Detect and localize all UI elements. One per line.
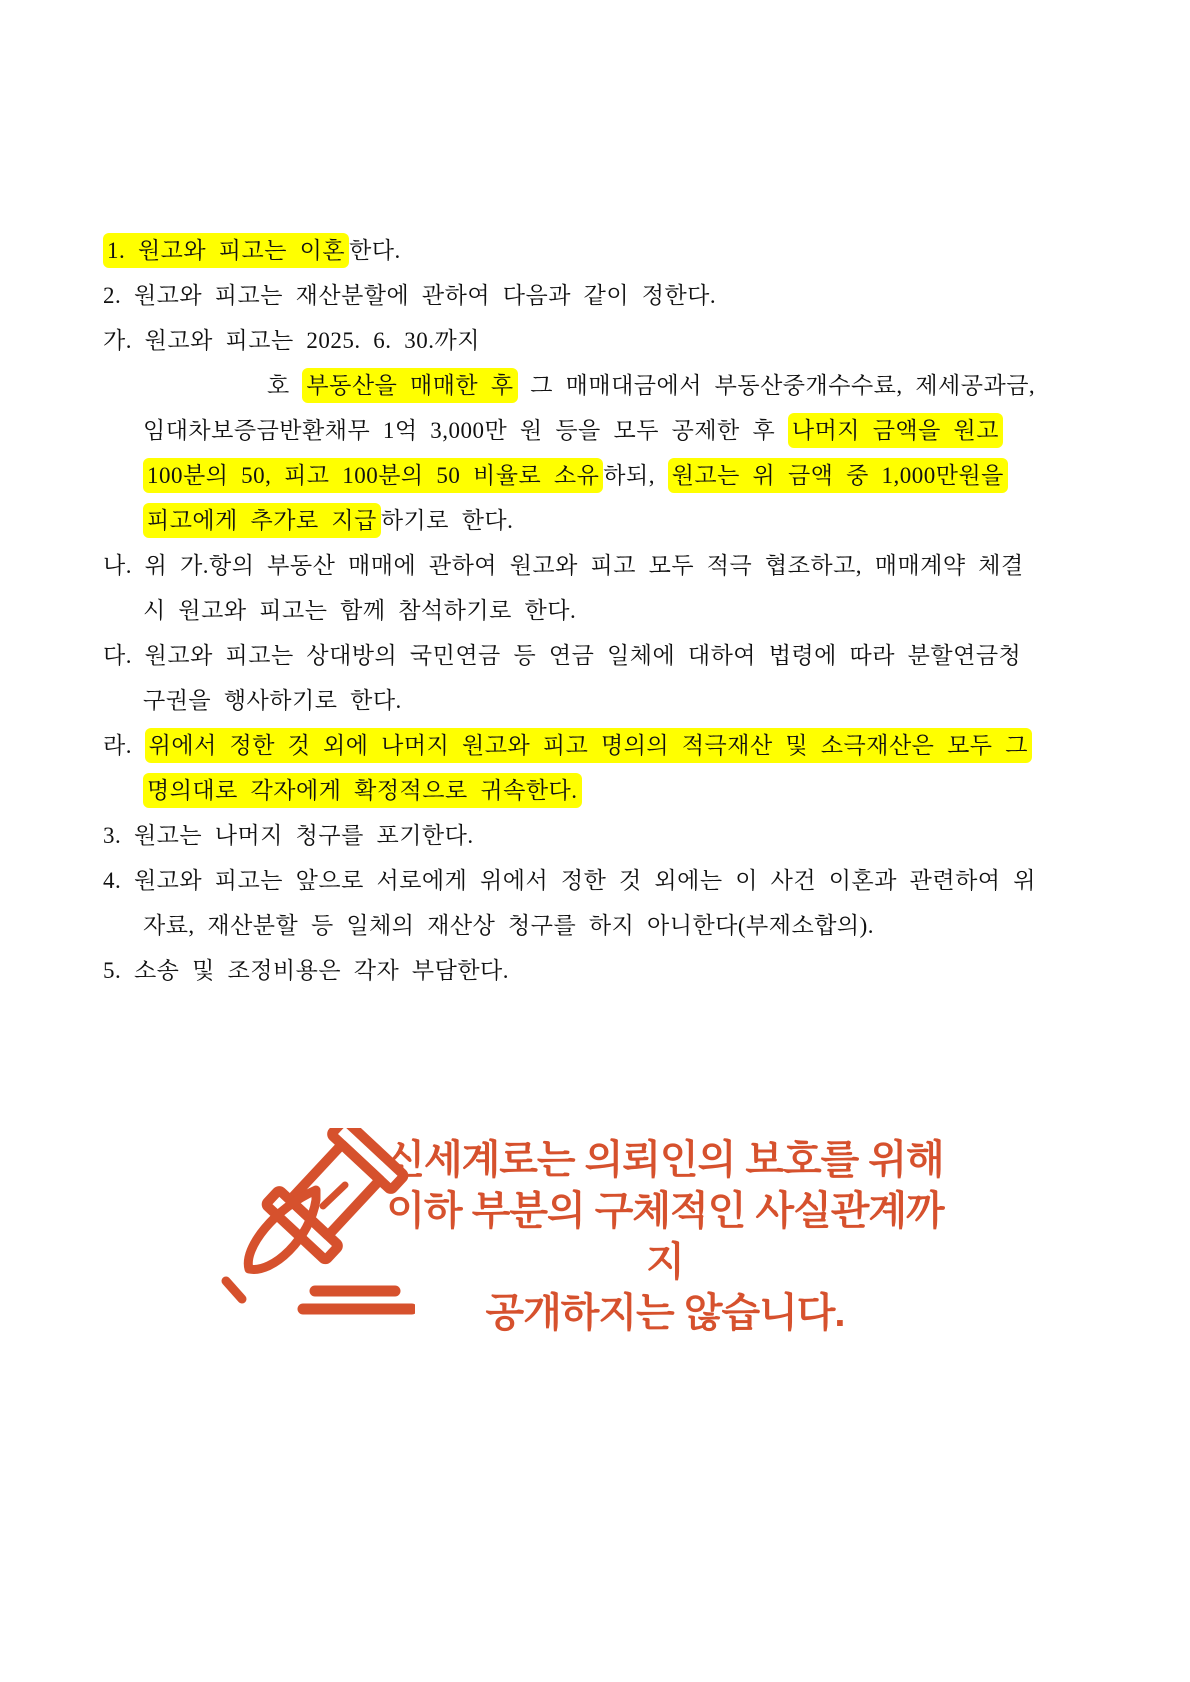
settlement-document-body bbox=[103, 228, 1113, 993]
document-line bbox=[143, 453, 1113, 498]
document-line bbox=[143, 678, 1113, 723]
highlighted-text: 나머지 금액을 원고 bbox=[788, 413, 1003, 448]
disclosure-notice-line: 공개하지는 않습니다. bbox=[485, 1291, 845, 1335]
disclosure-notice-line: 신세계로는 의뢰인의 보호를 위해 bbox=[386, 1138, 944, 1182]
highlighted-text: 부동산을 매매한 후 bbox=[302, 368, 517, 403]
text-segment: 자료, 재산분할 등 일체의 재산상 청구를 하지 아니한다(부제소합의). bbox=[143, 913, 875, 938]
document-line bbox=[103, 633, 1113, 678]
text-segment: 임대차보증금반환채무 1억 3,000만 원 등을 모두 공제한 후 bbox=[143, 418, 788, 443]
text-segment: 호 bbox=[267, 373, 303, 398]
text-segment: 4. 원고와 피고는 앞으로 서로에게 위에서 정한 것 외에는 이 사건 이혼과 관련하여 위 bbox=[103, 868, 1036, 893]
disclosure-notice bbox=[375, 1135, 955, 1339]
document-line bbox=[267, 363, 1113, 408]
text-segment: 나. 위 가.항의 부동산 매매에 관하여 원고와 피고 모두 적극 협조하고, 매매계약 체결 bbox=[103, 553, 1024, 578]
text-segment: 구권을 행사하기로 한다. bbox=[143, 688, 402, 713]
highlighted-text: 1. 원고와 피고는 이혼 bbox=[103, 233, 349, 268]
disclosure-notice-line: 이하 부분의 구체적인 사실관계까지 bbox=[386, 1189, 944, 1284]
text-segment: 라. bbox=[103, 733, 145, 758]
document-line bbox=[103, 723, 1113, 768]
document-line bbox=[143, 903, 1113, 948]
document-line bbox=[103, 858, 1113, 903]
highlighted-text: 위에서 정한 것 외에 나머지 원고와 피고 명의의 적극재산 및 소극재산은 모두 그 bbox=[145, 728, 1032, 763]
text-segment: 다. 원고와 피고는 상대방의 국민연금 등 연금 일체에 대하여 법령에 따라 분할연금청 bbox=[103, 643, 1022, 668]
highlighted-text: 피고에게 추가로 지급 bbox=[143, 503, 381, 538]
document-lines bbox=[103, 228, 1113, 993]
text-segment: 시 원고와 피고는 함께 참석하기로 한다. bbox=[143, 598, 577, 623]
text-segment: 3. 원고는 나머지 청구를 포기한다. bbox=[103, 823, 474, 848]
law-firm-disclosure-banner bbox=[200, 1075, 1020, 1365]
document-line bbox=[143, 588, 1113, 633]
highlighted-text: 원고는 위 금액 중 1,000만원을 bbox=[668, 458, 1008, 493]
text-segment: 5. 소송 및 조정비용은 각자 부담한다. bbox=[103, 958, 510, 983]
text-segment: 한다. bbox=[349, 238, 401, 263]
document-line bbox=[103, 318, 1113, 363]
text-segment: 그 매매대금에서 부동산중개수수료, 제세공과금, bbox=[517, 373, 1036, 398]
document-line bbox=[103, 948, 1113, 993]
text-segment: 하되, bbox=[603, 463, 668, 488]
highlighted-text: 명의대로 각자에게 확정적으로 귀속한다. bbox=[143, 773, 582, 808]
text-segment: 가. 원고와 피고는 2025. 6. 30.까지 bbox=[103, 328, 480, 353]
highlighted-text: 100분의 50, 피고 100분의 50 비율로 소유 bbox=[143, 458, 603, 493]
document-line bbox=[103, 228, 1113, 273]
document-line bbox=[103, 543, 1113, 588]
document-line bbox=[143, 498, 1113, 543]
document-line bbox=[143, 408, 1113, 453]
text-segment: 하기로 한다. bbox=[380, 508, 514, 533]
document-line bbox=[103, 273, 1113, 318]
document-line bbox=[143, 768, 1113, 813]
document-line bbox=[103, 813, 1113, 858]
text-segment: 2. 원고와 피고는 재산분할에 관하여 다음과 같이 정한다. bbox=[103, 283, 717, 308]
